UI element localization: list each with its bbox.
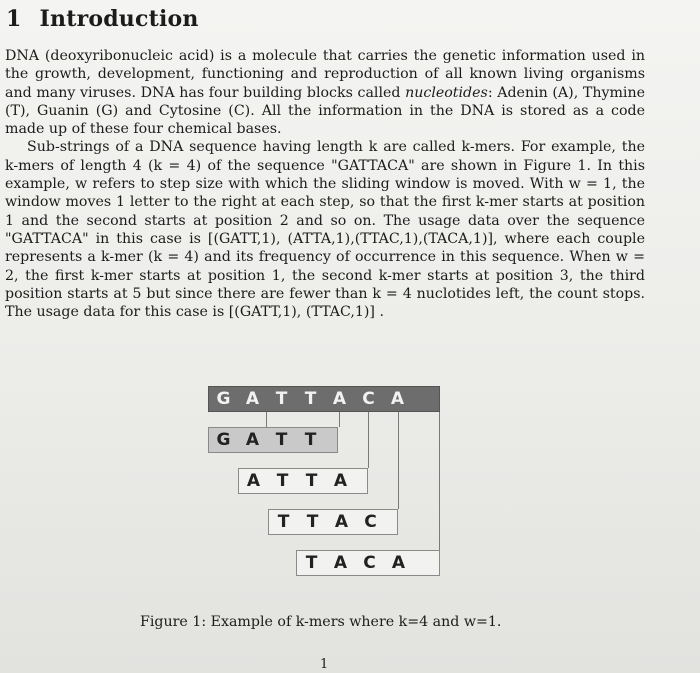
page-number: 1: [320, 657, 329, 672]
nucleotide: G: [216, 430, 231, 450]
nucleotide: T: [306, 512, 319, 532]
nucleotide: T: [305, 471, 318, 491]
connector-line: [398, 412, 399, 509]
nucleotide: A: [245, 389, 260, 409]
nucleotide: A: [391, 553, 406, 573]
nucleotide: T: [304, 389, 317, 409]
full-sequence-box: [208, 386, 440, 412]
nucleotide: A: [390, 389, 405, 409]
connector-line: [339, 412, 340, 427]
kmer-figure: [208, 386, 440, 591]
kmer-box-3: [268, 509, 398, 535]
figure-caption: Figure 1: Example of k-mers where k=4 and w=1.: [140, 614, 502, 630]
term-nucleotides: nucleotides: [405, 84, 488, 101]
nucleotide: T: [275, 389, 288, 409]
nucleotide: A: [245, 430, 260, 450]
kmer-box-1: [208, 427, 338, 453]
nucleotide: A: [246, 471, 261, 491]
nucleotide: T: [305, 553, 318, 573]
kmer-box-2: [238, 468, 368, 494]
nucleotide: A: [332, 389, 347, 409]
nucleotide: C: [364, 512, 377, 532]
nucleotide: A: [333, 553, 348, 573]
paragraph-kmers: Sub-strings of a DNA sequence having length k are called k-mers. For example, the k-mers of length 4 (k = 4) of the sequence "GATTACA" are shown in Figure 1. In this example, w refers to step size with which the sliding window is moved. With w = 1, the window moves 1 letter to the right at each step, so that the first k-mer starts at position 1 and the second starts at position 2 and so on. The usage data over the sequence "GATTACA" in this case is [(GATT,1), (ATTA,1),(TTAC,1),(TACA,1)], where each couple represents a k-mer (k = 4) and its frequency of occurrence in this sequence. When w = 2, the first k-mer starts at position 1, the second k-mer starts at position 3, the third position starts at 5 but since there are fewer than k = 4 nuclotides left, the count stops. The usage data for this case is [(GATT,1), (TTAC,1)] .: [5, 139, 645, 321]
nucleotide: C: [362, 389, 375, 409]
connector-line: [368, 412, 369, 468]
kmer-box-4: [296, 550, 440, 576]
body-text: [5, 47, 645, 321]
paragraph-dna-definition: [5, 47, 645, 138]
nucleotide: A: [333, 471, 348, 491]
section-number: 1: [6, 6, 22, 32]
paragraph-1-part-b: : Adenin (A), Thymine (T), Guanin (G) and Cytosine (C). All the information in the DNA is stored as a code made up of these four chemical bases.: [5, 84, 646, 138]
nucleotide: G: [216, 389, 231, 409]
connector-line: [439, 412, 440, 550]
nucleotide: T: [276, 471, 289, 491]
nucleotide: T: [277, 512, 290, 532]
section-heading: [6, 6, 199, 32]
section-title: Introduction: [39, 6, 199, 32]
connector-line: [266, 412, 267, 427]
nucleotide: T: [304, 430, 317, 450]
nucleotide: A: [334, 512, 349, 532]
paragraph-1-part-a: DNA (deoxyribonucleic acid) is a molecule that carries the genetic information used in the growth, development, functioning and reproduction of all known living organisms and many viruses. DNA has four building blocks called: [5, 48, 645, 101]
nucleotide: C: [363, 553, 376, 573]
nucleotide: T: [275, 430, 288, 450]
